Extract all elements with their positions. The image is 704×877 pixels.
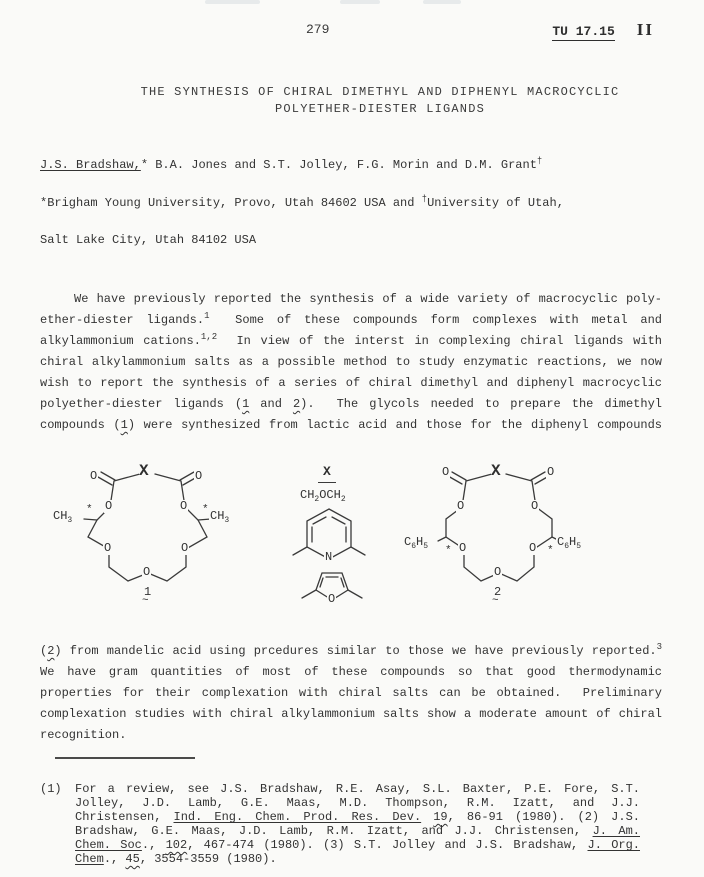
oxygen-label: O <box>457 499 465 513</box>
paragraph-2 <box>40 641 662 746</box>
author-dagger: † <box>536 156 543 166</box>
line-text: ( <box>40 644 48 658</box>
paragraph-line: We have gram quantities of most of these compounds so that good thermodynamic <box>40 665 662 679</box>
compound-number-inline: 2 <box>292 397 301 411</box>
oxygen-label: O <box>180 499 188 513</box>
oxygen-label: O <box>459 541 467 555</box>
footnote-line: For a review, see J.S. Bradshaw, R.E. Asay, S.L. Baxter, P.E. Fore, S.T. <box>75 782 640 796</box>
methyl-text: CH <box>210 509 225 523</box>
methyl-label <box>209 510 230 523</box>
bridge-text: CH <box>300 488 315 502</box>
asterisk-stereocenter: * <box>86 504 93 516</box>
line-text: We have previously reported the synthesis of a wide variety of macrocyclic poly- <box>74 292 662 306</box>
paragraph-line: properties for their complexation with chiral salts can be obtained. Preliminary <box>40 686 662 700</box>
affiliation-line-2: Salt Lake City, Utah 84102 USA <box>40 233 257 247</box>
affiliation-text: *Brigham Young University, Provo, Utah 84602 USA and <box>40 196 422 210</box>
line-text: ether-diester ligands. <box>40 313 205 327</box>
nitrogen-label: N <box>325 550 333 564</box>
line-text: ) were synthesized from lactic acid and those for the diphenyl compounds <box>127 418 662 432</box>
compound-number-inline: 2 <box>47 644 55 658</box>
line-text: polyether-diester ligands ( <box>40 397 243 411</box>
footnote-line <box>75 824 640 838</box>
oxygen-label: O <box>328 592 336 606</box>
paragraph-line: wish to report the synthesis of a series of chiral dimethyl and diphenyl macrocyclic <box>40 376 662 390</box>
footnote-line <box>75 852 640 866</box>
paragraph-line: chiral alkylammonium salts as a possible method to study enzymatic reactions, we now <box>40 355 662 369</box>
scan-artifact <box>205 0 260 4</box>
footnote-text <box>75 782 640 866</box>
bridge-subscript: 2 <box>314 495 320 504</box>
paragraph-line <box>40 289 662 310</box>
volume-number: 45 <box>125 852 140 866</box>
phenyl-subscript: 6 <box>411 542 417 551</box>
paragraph-line: recognition. <box>40 728 127 742</box>
footnote-block <box>40 782 640 866</box>
line-text: ) from mandelic acid using prcedures similar to those we have previously reported. <box>54 644 657 658</box>
oxygen-label: O <box>442 465 450 479</box>
line-text: ., <box>103 852 126 866</box>
session-header <box>552 20 654 40</box>
x-substituent-label: X <box>491 462 501 480</box>
methyl-subscript: 3 <box>67 516 73 525</box>
page-number: 279 <box>306 22 330 37</box>
oxygen-label: O <box>547 465 555 479</box>
phenyl-text: H <box>416 535 424 549</box>
oxygen-label: O <box>494 565 502 579</box>
asterisk-stereocenter: * <box>547 545 554 557</box>
footnote-line <box>75 810 640 824</box>
line-text: Some of these compounds form complexes with metal and <box>209 313 662 327</box>
bridge-formula-label <box>299 489 347 502</box>
reference-superscript: 1,2 <box>200 332 218 342</box>
paragraph-1 <box>40 289 662 436</box>
paper-title <box>56 84 704 118</box>
compound-1-number: 1 <box>144 585 152 599</box>
author-names: B.A. Jones and S.T. Jolley, F.G. Morin and D.M. Grant <box>148 158 537 172</box>
phenyl-label <box>556 536 582 549</box>
paragraph-line <box>40 331 662 352</box>
line-text: , 3554-3559 (1980). <box>139 852 277 866</box>
scan-artifact <box>340 0 380 4</box>
methyl-text: CH <box>53 509 68 523</box>
session-code: TU 17.15 <box>552 24 615 39</box>
line-text: , 86-91 (1980). (2) J.S. <box>447 810 640 824</box>
journal-name: Chem. Soc <box>75 838 142 852</box>
line-text: ., <box>141 838 166 852</box>
oxygen-label: O <box>105 499 113 513</box>
paragraph-line <box>40 641 662 662</box>
footnote-marker: (1) <box>40 782 62 796</box>
footnote-line: Jolley, J.D. Lamb, G.E. Maas, M.D. Thompson, R.M. Izatt, and J.J. <box>75 796 640 810</box>
title-line-2: POLYETHER-DIESTER LIGANDS <box>274 102 486 116</box>
footnote-line <box>75 838 640 852</box>
line-text: Christensen, <box>75 810 174 824</box>
journal-name: Chem <box>75 852 104 866</box>
oxygen-label: O <box>181 541 189 555</box>
methyl-label <box>52 510 73 523</box>
affiliation-text: University of Utah, <box>427 196 564 210</box>
volume-number: 19 <box>433 810 448 824</box>
title-line-1: THE SYNTHESIS OF CHIRAL DIMETHYL AND DIPHENYL MACROCYCLIC <box>140 85 620 99</box>
oxygen-label: O <box>143 565 151 579</box>
line-text: Bradshaw, G.E. Maas, J.D. Lamb, R.M. Izatt, and J.J. Christensen, <box>75 824 593 838</box>
methyl-subscript: 3 <box>224 516 230 525</box>
line-text: compounds ( <box>40 418 121 432</box>
compound-2-number: 2 <box>494 585 502 599</box>
asterisk-stereocenter: * <box>202 504 209 516</box>
reference-superscript: 1 <box>204 311 210 321</box>
affiliation-line-1 <box>40 196 564 210</box>
line-text: , 467-474 (1980). (3) S.T. Jolley and J.S. Bradshaw, <box>187 838 588 852</box>
line-text: In view of the interst in complexing chiral ligands with <box>217 334 662 348</box>
oxygen-label: O <box>195 469 203 483</box>
line-text: ). The glycols needed to prepare the dimethyl <box>300 397 662 411</box>
phenyl-text: H <box>569 535 577 549</box>
scan-artifact <box>423 0 461 4</box>
journal-name: J. Am. <box>592 824 640 838</box>
compound-1-tilde: ~ <box>142 595 149 607</box>
author-name-underlined: J.S. Bradshaw, <box>40 158 141 172</box>
reference-superscript: 3 <box>656 642 662 652</box>
author-asterisk: * <box>140 158 149 172</box>
volume-number: 102 <box>165 838 188 852</box>
phenyl-subscript: 6 <box>564 542 570 551</box>
compound-2-tilde: ~ <box>492 595 499 607</box>
x-substituent-label: X <box>139 462 149 480</box>
line-text: alkylammonium cations. <box>40 334 201 348</box>
line-text: and <box>249 397 293 411</box>
phenyl-subscript: 5 <box>576 542 582 551</box>
session-numeral: II <box>636 20 654 39</box>
affiliation-dagger: † <box>421 194 428 204</box>
author-line <box>40 158 542 172</box>
oxygen-label: O <box>104 541 112 555</box>
oxygen-label: O <box>90 469 98 483</box>
bridge-subscript: 2 <box>340 495 346 504</box>
footnote-rule <box>55 757 195 759</box>
bridge-text: OCH <box>319 488 341 502</box>
x-substituent-header: X <box>318 464 336 483</box>
oxygen-label: O <box>531 499 539 513</box>
phenyl-label <box>403 536 429 549</box>
paragraph-line <box>40 415 662 436</box>
compound-number-inline: 1 <box>120 418 128 432</box>
paragraph-line <box>40 394 662 415</box>
paragraph-line: complexation studies with chiral alkylammonium salts show a moderate amount of chiral <box>40 707 662 721</box>
line-text <box>421 810 433 824</box>
phenyl-text: C <box>557 535 565 549</box>
journal-name: Ind. Eng. Chem. Prod. Res. Dev. <box>173 810 422 824</box>
compound-number-inline: 1 <box>242 397 250 411</box>
phenyl-subscript: 5 <box>423 542 429 551</box>
journal-name: J. Org. <box>587 838 640 852</box>
oxygen-label: O <box>529 541 537 555</box>
asterisk-stereocenter: * <box>445 545 452 557</box>
phenyl-text: C <box>404 535 412 549</box>
paragraph-line <box>40 310 662 331</box>
